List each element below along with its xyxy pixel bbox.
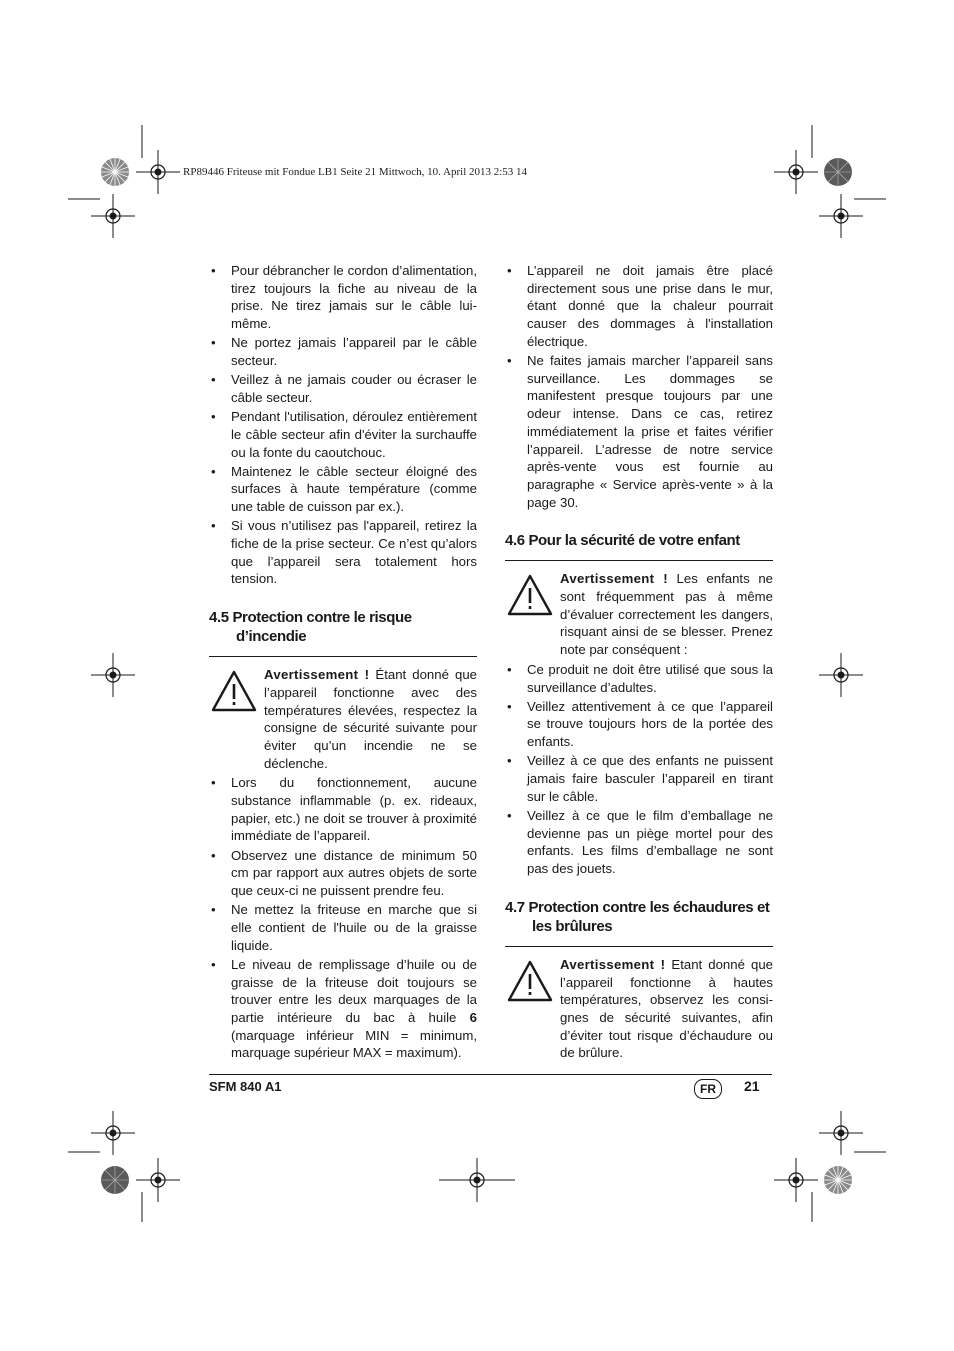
list-item: • Ne mettez la friteuse en marche que si elle contient de l'huile ou de la graisse liquide. [209,901,477,954]
starburst-mark-top-right [824,158,852,186]
list-item: • L’appareil ne doit jamais être placé directement sous une prise dans le mur, étant donné que la chaleur pourrait causer des dommages à l'installation électrique. [505,262,773,351]
list-item: • Ne portez jamais l’appareil par le câble secteur. [209,334,477,369]
section-title: Pour la sécurité de votre enfant [528,532,740,550]
language-badge: FR [694,1079,722,1099]
list-item: • Si vous n’utilisez pas l'appareil, retirez la fiche de la prise secteur. Ce n’est qu’alors que l’appareil sera totalement hors tension. [209,517,477,588]
warning-text: Etant donné que l’appareil fonctionne à hautes températures, observez les consi-gnes de sécurité suivantes, afin d’éviter tout risque d’échaudure ou de brûlure. [560,956,773,1061]
section-title: Protection contre le risque [232,609,412,627]
section-number: 4.5 [209,609,229,627]
warning-text: Les enfants ne sont fréquemment pas à même d’évaluer correctement les dangers, risquant ainsi de se blesser. Prenez note par conséquent : [560,571,773,658]
section-number: 4.7 [505,898,525,916]
list-item: • Veillez à ce que le film d’emballage ne devienne pas un piège mortel pour des enfants. Les films d’emballage ne sont pas des jouets. [505,807,773,878]
text-part: (marquage inférieur MIN = minimum, marquage supérieur MAX = maximum). [231,1027,477,1061]
list-item: • Lors du fonctionnement, aucune substance inflammable (p. ex. rideaux, papier, etc.) ne doit se trouver à proximité immédiate de l’appareil. [209,774,477,845]
list-item: • Observez une distance de minimum 50 cm par rapport aux autres objets de sorte que ceux-ci ne puissent prendre feu. [209,847,477,900]
crosshair-mark-top-left [136,150,180,194]
crosshair-mark-top-right-2 [819,194,863,238]
section-title: Protection contre les échaudures et [528,898,770,916]
warning-label: Avertissement ! [560,956,666,972]
crosshair-mark-top-right [774,150,818,194]
part-number: 6 [469,1010,477,1026]
crosshair-mark-mid-right [819,653,863,697]
starburst-mark-top-left [101,158,129,186]
list-item: • Pendant l'utilisation, déroulez entièrement le câble secteur afin d'éviter la surchauffe ou la fonte du caoutchouc. [209,408,477,461]
model-number: SFM 840 A1 [209,1079,282,1094]
crosshair-mark-bottom-left [91,1111,135,1155]
list-item: • Veillez à ce que des enfants ne puissent jamais faire basculer l’appareil en tirant sur le câble. [505,752,773,805]
crosshair-mark-mid-left [91,653,135,697]
list-item: • Maintenez le câble secteur éloigné des surfaces à haute température (comme une table de cuisson par ex.). [209,463,477,516]
starburst-mark-bottom-right [824,1166,852,1194]
crosshair-mark-bottom-center [439,1158,515,1202]
warning-label: Avertissement ! [560,571,668,587]
list-item: • Veillez à ne jamais couder ou écraser le câble secteur. [209,371,477,406]
print-header: RP89446 Friteuse mit Fondue LB1 Seite 21 Mittwoch, 10. April 2013 2:53 14 [183,166,528,178]
section-title-line2: d’incendie [236,628,307,646]
list-item: • Ce produit ne doit être utilisé que sous la surveillance d’adultes. [505,661,773,696]
crosshair-mark-top-left-2 [91,194,135,238]
list-item: • Pour débrancher le cordon d’alimentation, tirez toujours la fiche au niveau de la prise. Ne tirez jamais sur le câble lui-même. [209,262,477,333]
section-number: 4.6 [505,532,525,550]
list-item: • Ne faites jamais marcher l’appareil sans surveillance. Les dommages se manifestent presque toujours par une odeur intense. Dans ce cas, retirez immédiatement la prise et faites vérifier l’appareil. L’adresse de notre service après-vente vous est fournie au paragraphe « Service après-vente » à la page 30. [505,352,773,511]
warning-text: Étant donné que l’appareil fonctionne avec des températures élevées, respectez la consigne de sécurité suivante pour éviter qu’un incendie ne se déclenche. [264,667,477,771]
starburst-mark-bottom-left [101,1166,129,1194]
crosshair-mark-bottom-right-2 [819,1111,863,1155]
section-title-line2: les brûlures [532,917,613,935]
page-number: 21 [744,1078,760,1094]
list-item: • Veillez attentivement à ce que l’appareil se trouve toujours hors de la portée des enfants. [505,698,773,751]
text-part: Le niveau de remplissage d’huile ou de graisse de la friteuse doit toujours se trouver entre les deux marquages de la partie intérieure du bac à huile [231,956,477,1026]
crosshair-mark-bottom-right [774,1158,818,1202]
warning-label: Avertissement ! [264,667,370,683]
crosshair-mark-bottom-left-2 [136,1158,180,1202]
